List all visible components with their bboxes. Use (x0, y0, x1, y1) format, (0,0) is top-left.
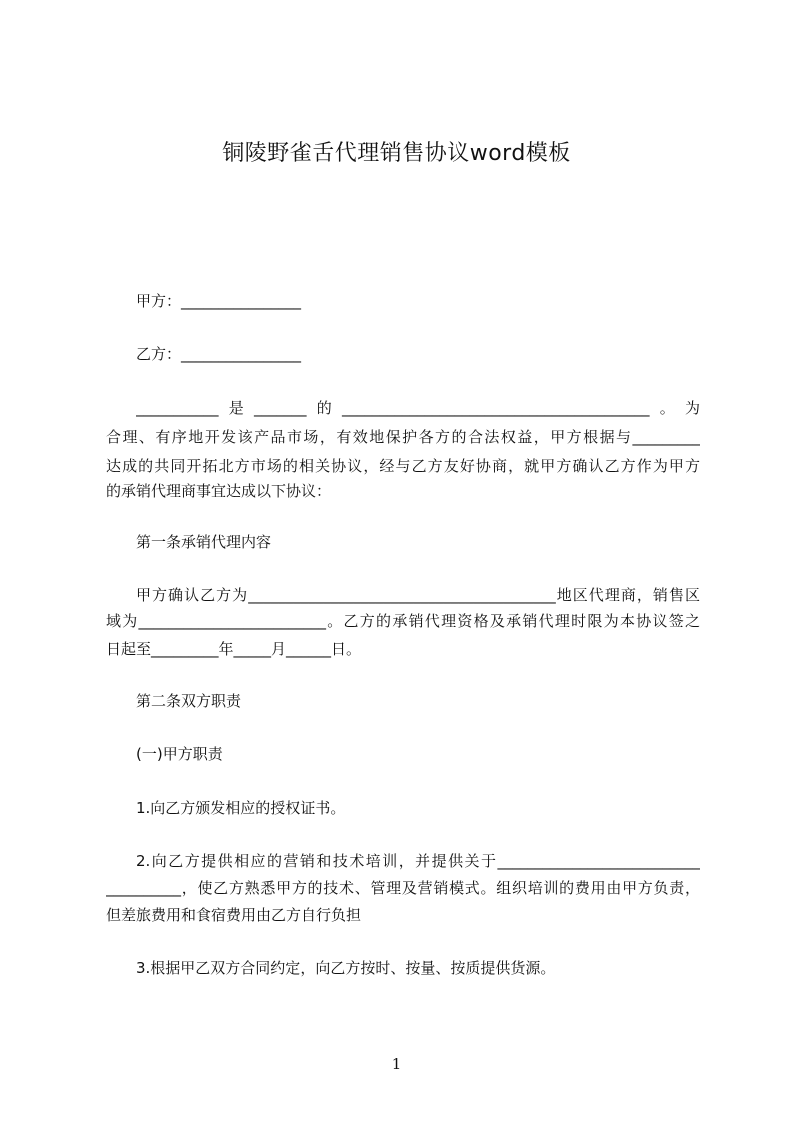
intro-line-4: 的承销代理商事宜达成以下协议： (106, 482, 332, 500)
section-a-heading: (一)甲方职责 (136, 745, 223, 763)
article-2-heading: 第二条双方职责 (136, 692, 242, 710)
party-b-line: 乙方：________________ (136, 345, 302, 363)
item-3: 3.根据甲乙双方合同约定，向乙方按时、按量、按质提供货源。 (136, 959, 556, 977)
item-2-line-1: 2.向乙方提供相应的营销和技术培训，并提供关于___________________________ (136, 852, 700, 870)
article-1-heading: 第一条承销代理内容 (136, 533, 272, 551)
document-title: 铜陵野雀舌代理销售协议word模板 (222, 141, 571, 166)
item-2-line-2: __________，使乙方熟悉甲方的技术、管理及营销模式。组织培训的费用由甲方负责， (106, 879, 700, 897)
intro-line-3: 达成的共同开拓北方市场的相关协议，经与乙方友好协商，就甲方确认乙方作为甲方 (106, 457, 700, 475)
article-1-line-3: 日起至_________年_____月______日。 (106, 640, 362, 658)
article-1-line-1: 甲方确认乙方为_________________________________________地区代理商，销售区 (136, 586, 700, 604)
intro-line-1: ___________是_______的_________________________________________。为 (136, 399, 700, 417)
intro-line-2: 合理、有序地开发该产品市场，有效地保护各方的合法权益，甲方根据与_________ (106, 428, 700, 446)
item-1: 1.向乙方颁发相应的授权证书。 (136, 799, 346, 817)
page-number: 1 (391, 1055, 402, 1073)
party-a-line: 甲方：________________ (136, 292, 302, 310)
item-2-line-3: 但差旅费用和食宿费用由乙方自行负担 (106, 906, 362, 924)
article-1-line-2: 域为_________________________。乙方的承销代理资格及承销代理时限为本协议签之 (106, 612, 700, 630)
